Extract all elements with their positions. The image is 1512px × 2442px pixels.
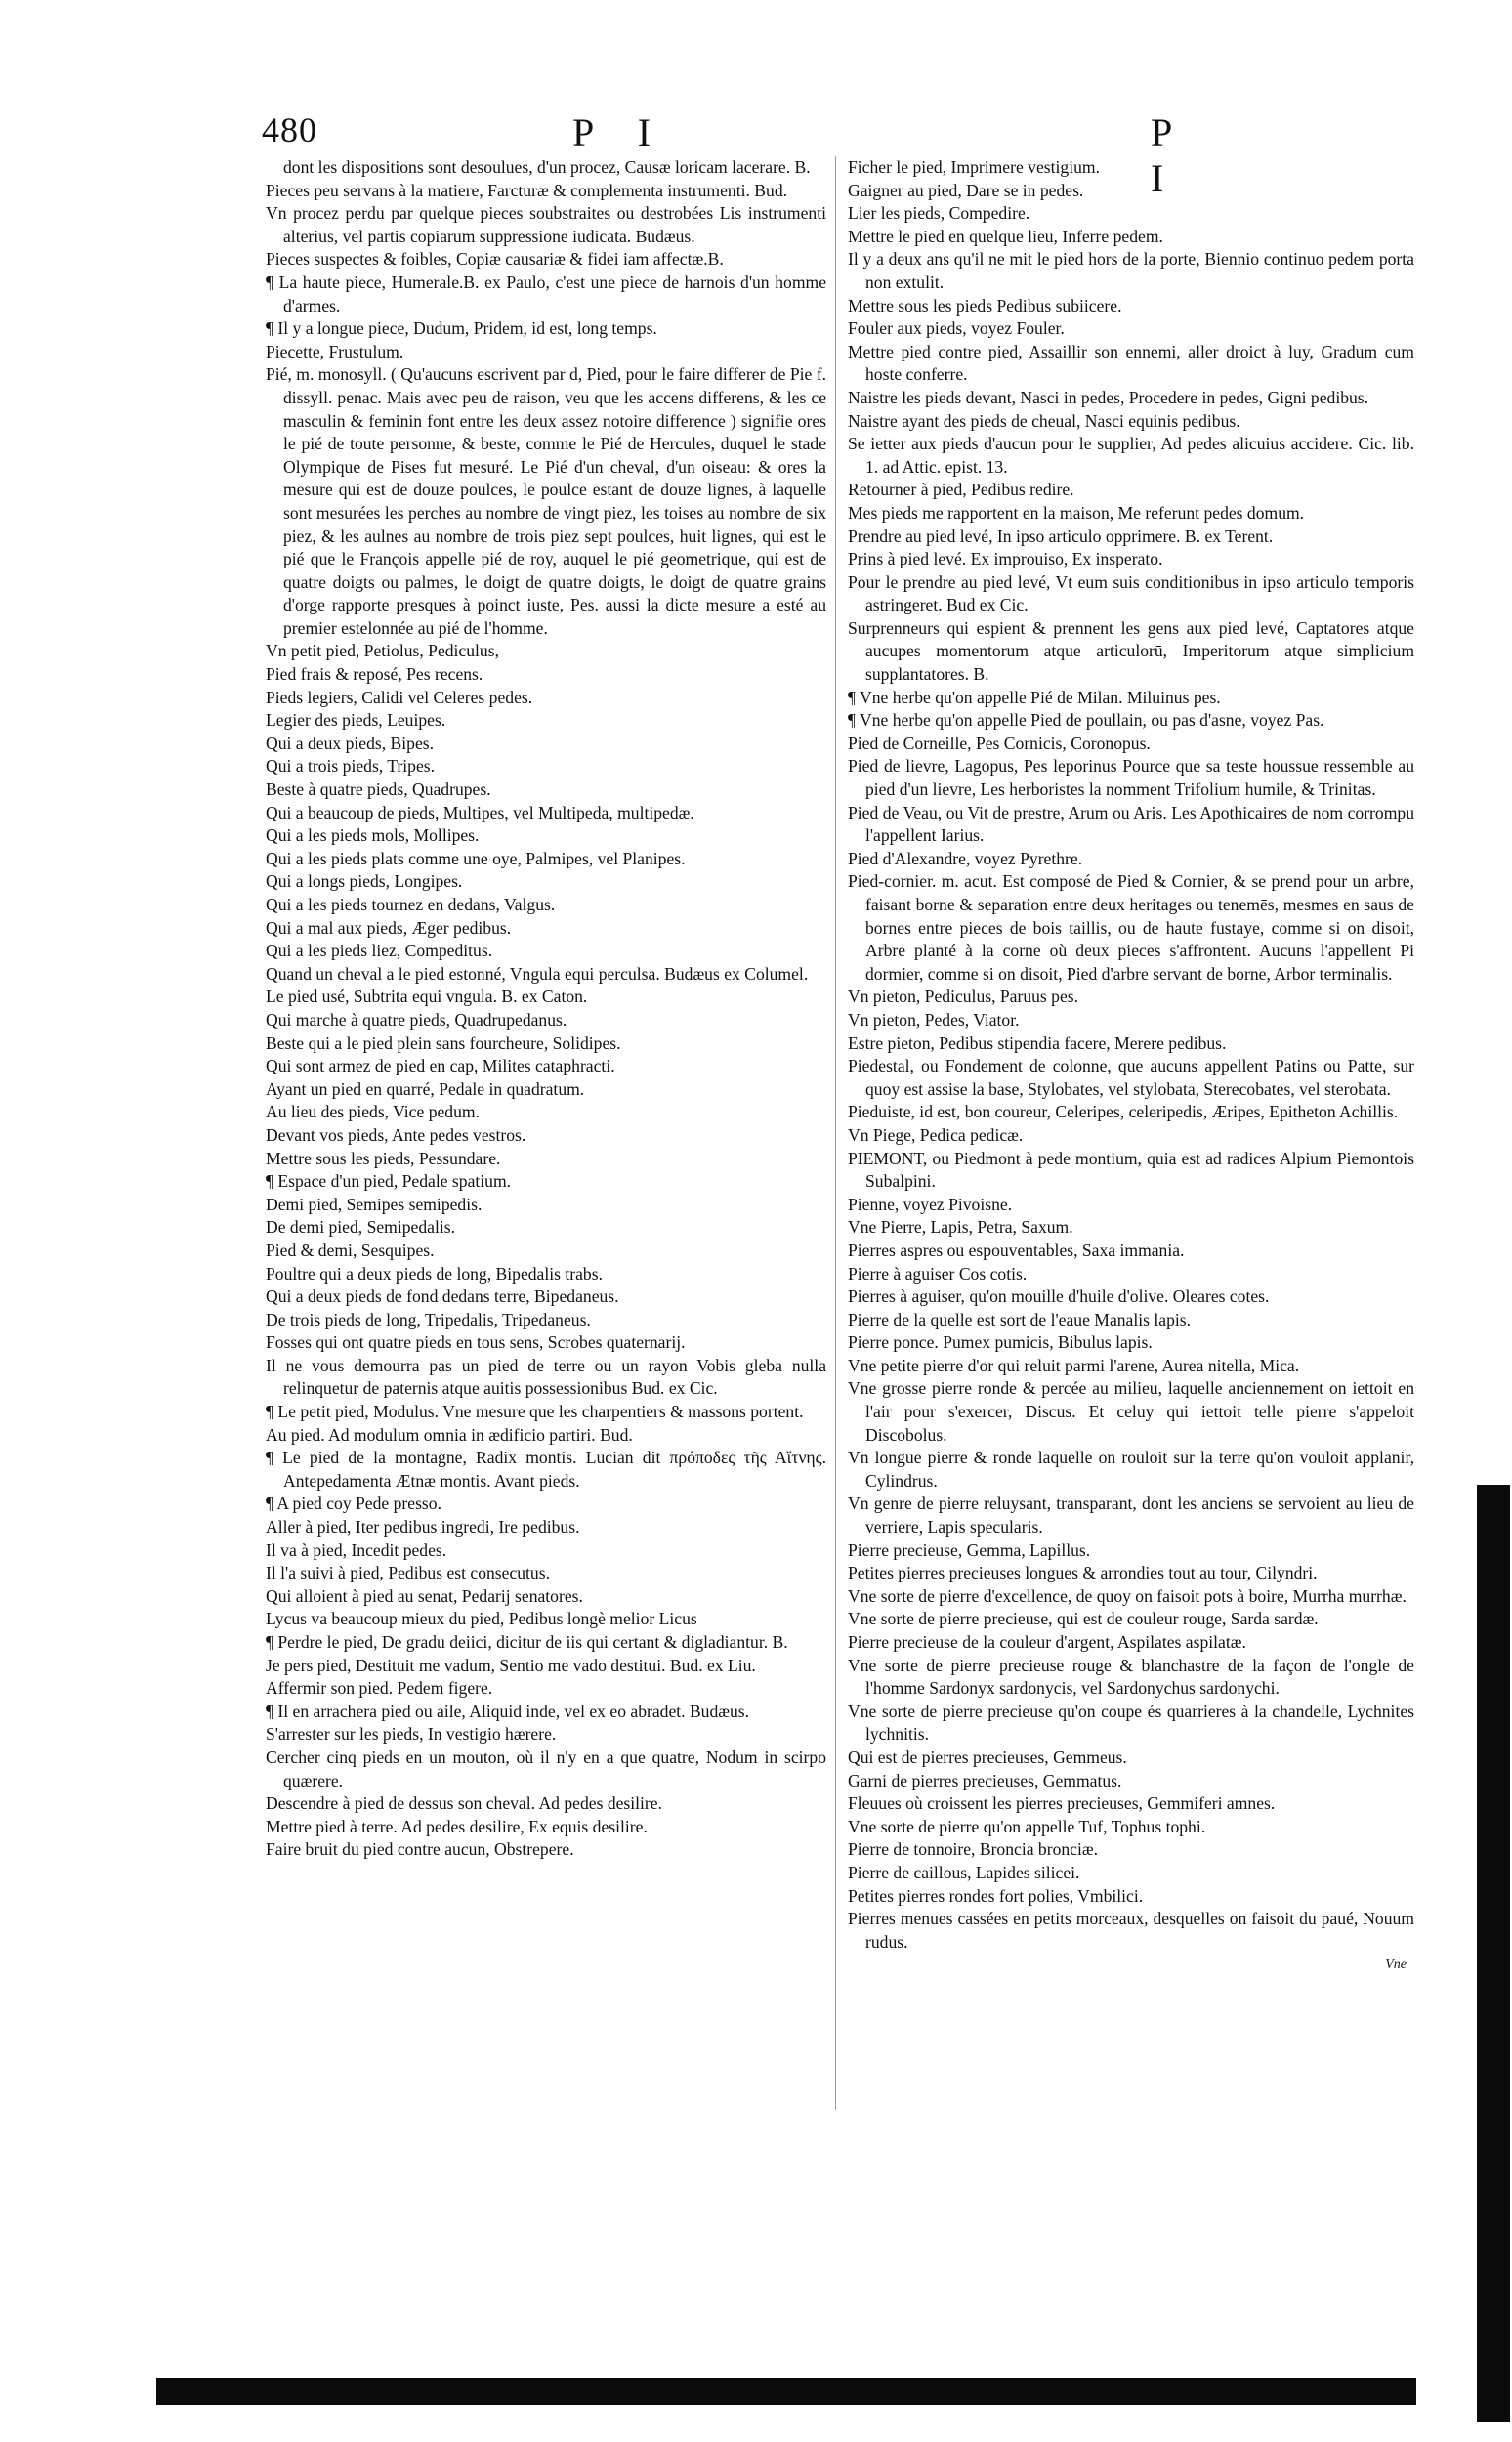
- dictionary-entry: Vn Piege, Pedica pedicæ.: [848, 1124, 1024, 1145]
- dictionary-entry: Qui a les pieds tournez en dedans, Valgus.: [266, 895, 556, 914]
- dictionary-entry: Prendre au pied levé, In ipso articulo opprimere. B. ex Terent.: [848, 526, 1274, 546]
- dictionary-entry: Estre pieton, Pedibus stipendia facere, Merere pedibus.: [848, 1032, 1227, 1053]
- dictionary-entry: Faire bruit du pied contre aucun, Obstrepere.: [266, 1839, 574, 1860]
- dictionary-entry: Qui a beaucoup de pieds, Multipes, vel Multipeda, multipedæ.: [266, 802, 694, 822]
- dictionary-entry: Beste qui a le pied plein sans fourcheure, Solidipes.: [266, 1032, 621, 1053]
- dictionary-entry: Qui a les pieds mols, Mollipes.: [266, 825, 480, 846]
- dictionary-entry: ¶ Vne herbe qu'on appelle Pié de Milan. Miluinus pes.: [848, 687, 1221, 707]
- dictionary-entry: Qui sont armez de pied en cap, Milites cataphracti.: [266, 1056, 615, 1076]
- dictionary-entry: Vne petite pierre d'or qui reluit parmi l'arene, Aurea nitella, Mica.: [848, 1355, 1300, 1375]
- dictionary-entry: Lier les pieds, Compedire.: [848, 203, 1030, 224]
- dictionary-entry: Poultre qui a deux pieds de long, Bipedalis trabs.: [266, 1263, 603, 1284]
- dictionary-entry: ¶ Le petit pied, Modulus. Vne mesure que les charpentiers & massons portent.: [266, 1402, 804, 1422]
- dictionary-entry: Vne grosse pierre ronde & percée au milieu, laquelle anciennement on iettoit en l'air pour s'exercer, Discus. Et celuy qui iettoit telle pierre s'appeloit Discobolus.: [848, 1378, 1414, 1445]
- dictionary-entry: PIEMONT, ou Piedmont à pede montium, quia est ad radices Alpium Piemontois Subalpini.: [848, 1148, 1414, 1192]
- dictionary-entry: Vn pieton, Pedes, Viator.: [848, 1009, 1020, 1030]
- dictionary-entry: Le pied usé, Subtrita equi vngula. B. ex Caton.: [266, 987, 588, 1007]
- dictionary-entry: Pierres aspres ou espouventables, Saxa immania.: [848, 1240, 1185, 1260]
- dictionary-entry: ¶ La haute piece, Humerale.B. ex Paulo, c'est une piece de harnois d'un homme d'armes.: [266, 272, 826, 316]
- dictionary-entry: Ficher le pied, Imprimere vestigium.: [848, 157, 1100, 177]
- dictionary-entry: Ayant un pied en quarré, Pedale in quadratum.: [266, 1078, 585, 1099]
- dictionary-entry: Vn petit pied, Petiolus, Pediculus,: [266, 641, 499, 661]
- dictionary-entry: Vne sorte de pierre precieuse qu'on coupe és quarrieres à la chandelle, Lychnites lychnitis.: [848, 1701, 1414, 1745]
- dictionary-entry: ¶ Vne herbe qu'on appelle Pied de poullain, ou pas d'asne, voyez Pas.: [848, 710, 1324, 731]
- dictionary-entry: Demi pied, Semipes semipedis.: [266, 1194, 483, 1214]
- dictionary-entry: Il l'a suivi à pied, Pedibus est consecutus.: [266, 1563, 550, 1583]
- dictionary-entry: Naistre ayant des pieds de cheual, Nasci equinis pedibus.: [848, 410, 1240, 431]
- dictionary-entry: Vne sorte de pierre precieuse, qui est de couleur rouge, Sarda sardæ.: [848, 1609, 1319, 1629]
- dictionary-entry: Pour le prendre au pied levé, Vt eum suis conditionibus in ipso articulo temporis astringeret. Bud ex Cic.: [848, 571, 1414, 615]
- dictionary-entry: Pied & demi, Sesquipes.: [266, 1240, 435, 1260]
- dictionary-entry: Pierre ponce. Pumex pumicis, Bibulus lapis.: [848, 1332, 1153, 1353]
- dictionary-entry: Qui a les pieds plats comme une oye, Palmipes, vel Planipes.: [266, 848, 686, 868]
- dictionary-entry: Qui marche à quatre pieds, Quadrupedanus.: [266, 1009, 567, 1030]
- dictionary-entry: Pierre de tonnoire, Broncia bronciæ.: [848, 1839, 1099, 1860]
- dictionary-entry: Qui est de pierres precieuses, Gemmeus.: [848, 1747, 1127, 1767]
- dictionary-entry: Fosses qui ont quatre pieds en tous sens, Scrobes quaternarij.: [266, 1332, 686, 1353]
- dictionary-entry: Piedestal, ou Fondement de colonne, que aucuns appellent Patins ou Patte, sur quoy est assise la base, Stylobates, vel stylobata, Sterecobates, vel sterobata.: [848, 1056, 1414, 1099]
- dictionary-entry: Mettre pied contre pied, Assaillir son ennemi, aller droict à luy, Gradum cum hoste conferre.: [848, 341, 1414, 385]
- dictionary-entry: Pied frais & reposé, Pes recens.: [266, 664, 483, 685]
- dictionary-entry: ¶ Il y a longue piece, Dudum, Pridem, id est, long temps.: [266, 318, 657, 339]
- dictionary-entry: Fleuues où croissent les pierres precieuses, Gemmiferi amnes.: [848, 1793, 1276, 1814]
- dictionary-entry: Pieces suspectes & foibles, Copiæ causariæ & fidei iam affectæ.B.: [266, 249, 724, 270]
- dictionary-entry: Prins à pied levé. Ex improuiso, Ex insperato.: [848, 549, 1163, 569]
- dictionary-entry: ¶ Le pied de la montagne, Radix montis. Lucian dit πρόποδες τῆς Αἴτνης. Antepedamenta Ætnæ montis. Avant pieds.: [266, 1448, 826, 1491]
- dictionary-entry: Vne sorte de pierre d'excellence, de quoy on faisoit pots à boire, Murrha murrhæ.: [848, 1585, 1407, 1606]
- dictionary-entry: Naistre les pieds devant, Nasci in pedes, Procedere in pedes, Gigni pedibus.: [848, 387, 1369, 407]
- dictionary-entry: Au pied. Ad modulum omnia in ædificio partiri. Bud.: [266, 1424, 633, 1445]
- dictionary-entry: Pierres à aguiser, qu'on mouille d'huile d'olive. Oleares cotes.: [848, 1286, 1270, 1307]
- dictionary-entry: Mettre sous les pieds Pedibus subiicere.: [848, 295, 1122, 316]
- dictionary-entry: Je pers pied, Destituit me vadum, Sentio me vado destitui. Bud. ex Liu.: [266, 1655, 756, 1675]
- dictionary-entry: Pierre precieuse de la couleur d'argent, Aspilates aspilatæ.: [848, 1632, 1246, 1652]
- dictionary-entry: Vn procez perdu par quelque pieces soubstraites ou destrobées Lis instrumenti alterius, vel partis copiarum suppressione iudicata. Budæus.: [266, 203, 826, 246]
- dictionary-entry: Qui a deux pieds, Bipes.: [266, 733, 435, 753]
- dictionary-entry: Mettre le pied en quelque lieu, Inferre pedem.: [848, 226, 1163, 246]
- dictionary-entry: Mettre sous les pieds, Pessundare.: [266, 1148, 501, 1168]
- dictionary-entry: Qui a trois pieds, Tripes.: [266, 756, 436, 777]
- dictionary-entry: Pieds legiers, Calidi vel Celeres pedes.: [266, 687, 533, 707]
- dictionary-entry: Qui a deux pieds de fond dedans terre, Bipedaneus.: [266, 1286, 619, 1307]
- dictionary-entry: Pierre à aguiser Cos cotis.: [848, 1263, 1028, 1284]
- dictionary-entry: Vne Pierre, Lapis, Petra, Saxum.: [848, 1217, 1073, 1238]
- dictionary-entry: ¶ A pied coy Pede presso.: [266, 1494, 441, 1514]
- dictionary-entry: Piecette, Frustulum.: [266, 341, 404, 361]
- left-column: [266, 156, 826, 1862]
- dictionary-entry: Pienne, voyez Pivoisne.: [848, 1194, 1013, 1214]
- dictionary-entry: Qui a longs pieds, Longipes.: [266, 871, 463, 892]
- dictionary-entry: S'arrester sur les pieds, In vestigio hærere.: [266, 1724, 557, 1745]
- dictionary-entry: Qui a mal aux pieds, Æger pedibus.: [266, 917, 512, 938]
- dictionary-entry: De demi pied, Semipedalis.: [266, 1217, 455, 1238]
- scan-shadow-bottom: [156, 2378, 1416, 2405]
- dictionary-entry: Lycus va beaucoup mieux du pied, Pedibus longè melior Licus: [266, 1609, 697, 1629]
- dictionary-entry: ¶ Perdre le pied, De gradu deiici, dicitur de iis qui certant & digladiantur. B.: [266, 1632, 788, 1652]
- dictionary-entry: Il va à pied, Incedit pedes.: [266, 1539, 447, 1560]
- dictionary-entry: Devant vos pieds, Ante pedes vestros.: [266, 1124, 526, 1145]
- dictionary-entry: Mettre pied à terre. Ad pedes desilire, Ex equis desilire.: [266, 1816, 648, 1836]
- dictionary-entry: Vn pieton, Pediculus, Paruus pes.: [848, 987, 1079, 1007]
- dictionary-entry: Pieces peu servans à la matiere, Farcturæ & complementa instrumenti. Bud.: [266, 180, 788, 200]
- dictionary-entry: ¶ Il en arrachera pied ou aile, Aliquid inde, vel ex eo abradet. Budæus.: [266, 1701, 750, 1721]
- dictionary-entry: Pierre de caillous, Lapides silicei.: [848, 1862, 1080, 1882]
- dictionary-entry: Affermir son pied. Pedem figere.: [266, 1678, 493, 1699]
- dictionary-entry: Qui a les pieds liez, Compeditus.: [266, 941, 493, 961]
- dictionary-entry: Il y a deux ans qu'il ne mit le pied hors de la porte, Biennio continuo pedem porta non extulit.: [848, 249, 1414, 292]
- dictionary-entry: Legier des pieds, Leuipes.: [266, 710, 446, 731]
- dictionary-entry: Pieduiste, id est, bon coureur, Celeripes, celeripedis, Æripes, Epitheton Achillis.: [848, 1102, 1399, 1122]
- dictionary-entry: Pied-cornier. m. acut. Est composé de Pied & Cornier, & se prend pour un arbre, faisant borne & separation entre deux heritages ou tenemēs, mesmes en saus de bornes entre pieces de bois taillis, ou de haute fustaye, comme si on disoit, Arbre planté à la corne où deux pieces s'affrontent. Aucuns l'appellent Pi dormier, comme si on disoit, Pied d'arbre servant de borne, Arbor terminalis.: [848, 871, 1414, 984]
- running-head-left: P I: [572, 110, 669, 154]
- dictionary-entry: ¶ Espace d'un pied, Pedale spatium.: [266, 1171, 512, 1192]
- dictionary-entry: Pied de Corneille, Pes Cornicis, Coronopus.: [848, 733, 1151, 753]
- running-head-right: P I: [1151, 110, 1189, 200]
- dictionary-entry: Pied de lievre, Lagopus, Pes leporinus Pource que sa teste houssue ressemble au pied d'un lievre, Les herboristes la nomment Trifolium humile, & Trinitas.: [848, 756, 1414, 800]
- dictionary-entry: dont les dispositions sont desoulues, d'un procez, Causæ loricam lacerare. B.: [283, 157, 811, 177]
- dictionary-entry: Surprenneurs qui espient & prennent les gens aux pied levé, Captatores atque aucupes momentorum atque articulorū, Imperitorum atque simplicium supplantatores. B.: [848, 617, 1414, 685]
- dictionary-entry: Se ietter aux pieds d'aucun pour le supplier, Ad pedes alicuius accidere. Cic. lib. 1. ad Attic. epist. 13.: [848, 434, 1414, 477]
- scan-shadow-right: [1477, 1485, 1510, 2422]
- column-divider: [835, 156, 836, 2110]
- dictionary-entry: Beste à quatre pieds, Quadrupes.: [266, 779, 491, 800]
- dictionary-entry: Pierre precieuse, Gemma, Lapillus.: [848, 1539, 1091, 1560]
- dictionary-entry: Garni de pierres precieuses, Gemmatus.: [848, 1770, 1122, 1790]
- dictionary-entry: Petites pierres rondes fort polies, Vmbilici.: [848, 1885, 1144, 1906]
- catchword: Vne: [1385, 1958, 1407, 1973]
- dictionary-entry: Vne sorte de pierre precieuse rouge & blanchastre de la façon de l'ongle de l'homme Sardonyx sardonycis, vel Sardonychus sardonychi.: [848, 1655, 1414, 1699]
- dictionary-entry: Au lieu des pieds, Vice pedum.: [266, 1102, 480, 1122]
- dictionary-entry: Pied d'Alexandre, voyez Pyrethre.: [848, 848, 1083, 868]
- right-column: [848, 156, 1414, 1977]
- dictionary-entry: Il ne vous demourra pas un pied de terre ou un rayon Vobis gleba nulla relinquetur de paternis atque auitis possessionibus Bud. ex Cic.: [266, 1355, 826, 1399]
- page-number: 480: [262, 110, 317, 149]
- dictionary-entry: Mes pieds me rapportent en la maison, Me referunt pedes domum.: [848, 502, 1305, 523]
- dictionary-entry: Fouler aux pieds, voyez Fouler.: [848, 318, 1065, 339]
- dictionary-entry: De trois pieds de long, Tripedalis, Tripedaneus.: [266, 1309, 591, 1329]
- dictionary-entry: Quand un cheval a le pied estonné, Vngula equi perculsa. Budæus ex Columel.: [266, 963, 809, 984]
- dictionary-entry: Cercher cinq pieds en un mouton, où il n'y en a que quatre, Nodum in scirpo quærere.: [266, 1747, 826, 1790]
- dictionary-entry: Vne sorte de pierre qu'on appelle Tuf, Tophus tophi.: [848, 1816, 1206, 1836]
- dictionary-entry: Vn longue pierre & ronde laquelle on rouloit sur la terre qu'on vouloit applanir, Cylindrus.: [848, 1448, 1414, 1491]
- dictionary-entry: Qui alloient à pied au senat, Pedarij senatores.: [266, 1585, 583, 1606]
- dictionary-entry: Petites pierres precieuses longues & arrondies tout au tour, Cilyndri.: [848, 1563, 1318, 1583]
- dictionary-entry: Retourner à pied, Pedibus redire.: [848, 480, 1074, 500]
- dictionary-entry: Pié, m. monosyll. ( Qu'aucuns escrivent par d, Pied, pour le faire differer de Pie f. dissyll. penac. Mais avec peu de raison, veu que les accens differens, & les ce masculin & feminin font entre les deux assez notoire difference ) signifie ores le pié de toute personne, & beste, comme le Pié de Hercules, duquel le stade Olympique de Pises fut mesuré. Le Pié d'un cheval, d'un oiseau: & ores la mesure qui est de douze poulces, le poulce estant de douze lignes, à laquelle sont mesurées les perches au nombre de vingt piez, les toises au nombre de six piez, & les aulnes au nombre de trois piez sept poulces, huit lignes, qui est le pié que le François appelle pié de roy, auquel le pié geometrique, qui est de quatre doigts ou palmes, le doigt de quatre doigts, le doigt de quatre grains d'orge rapporte presques à poinct iuste, Pes. aussi la dicte mesure a esté au premier estelonnée au pié de l'homme.: [266, 364, 826, 638]
- dictionary-entry: Pierre de la quelle est sort de l'eaue Manalis lapis.: [848, 1309, 1192, 1329]
- dictionary-entry: Descendre à pied de dessus son cheval. Ad pedes desilire.: [266, 1793, 662, 1814]
- dictionary-entry: Pied de Veau, ou Vit de prestre, Arum ou Aris. Les Apothicaires de nom corrompu l'appellent Iarius.: [848, 802, 1414, 846]
- dictionary-entry: Vn genre de pierre reluysant, transparant, dont les anciens se servoient au lieu de verriere, Lapis specularis.: [848, 1494, 1414, 1537]
- dictionary-entry: Aller à pied, Iter pedibus ingredi, Ire pedibus.: [266, 1517, 580, 1537]
- dictionary-entry: Gaigner au pied, Dare se in pedes.: [848, 180, 1084, 200]
- dictionary-entry: Pierres menues cassées en petits morceaux, desquelles on faisoit du paué, Nouum rudus.: [848, 1909, 1414, 1952]
